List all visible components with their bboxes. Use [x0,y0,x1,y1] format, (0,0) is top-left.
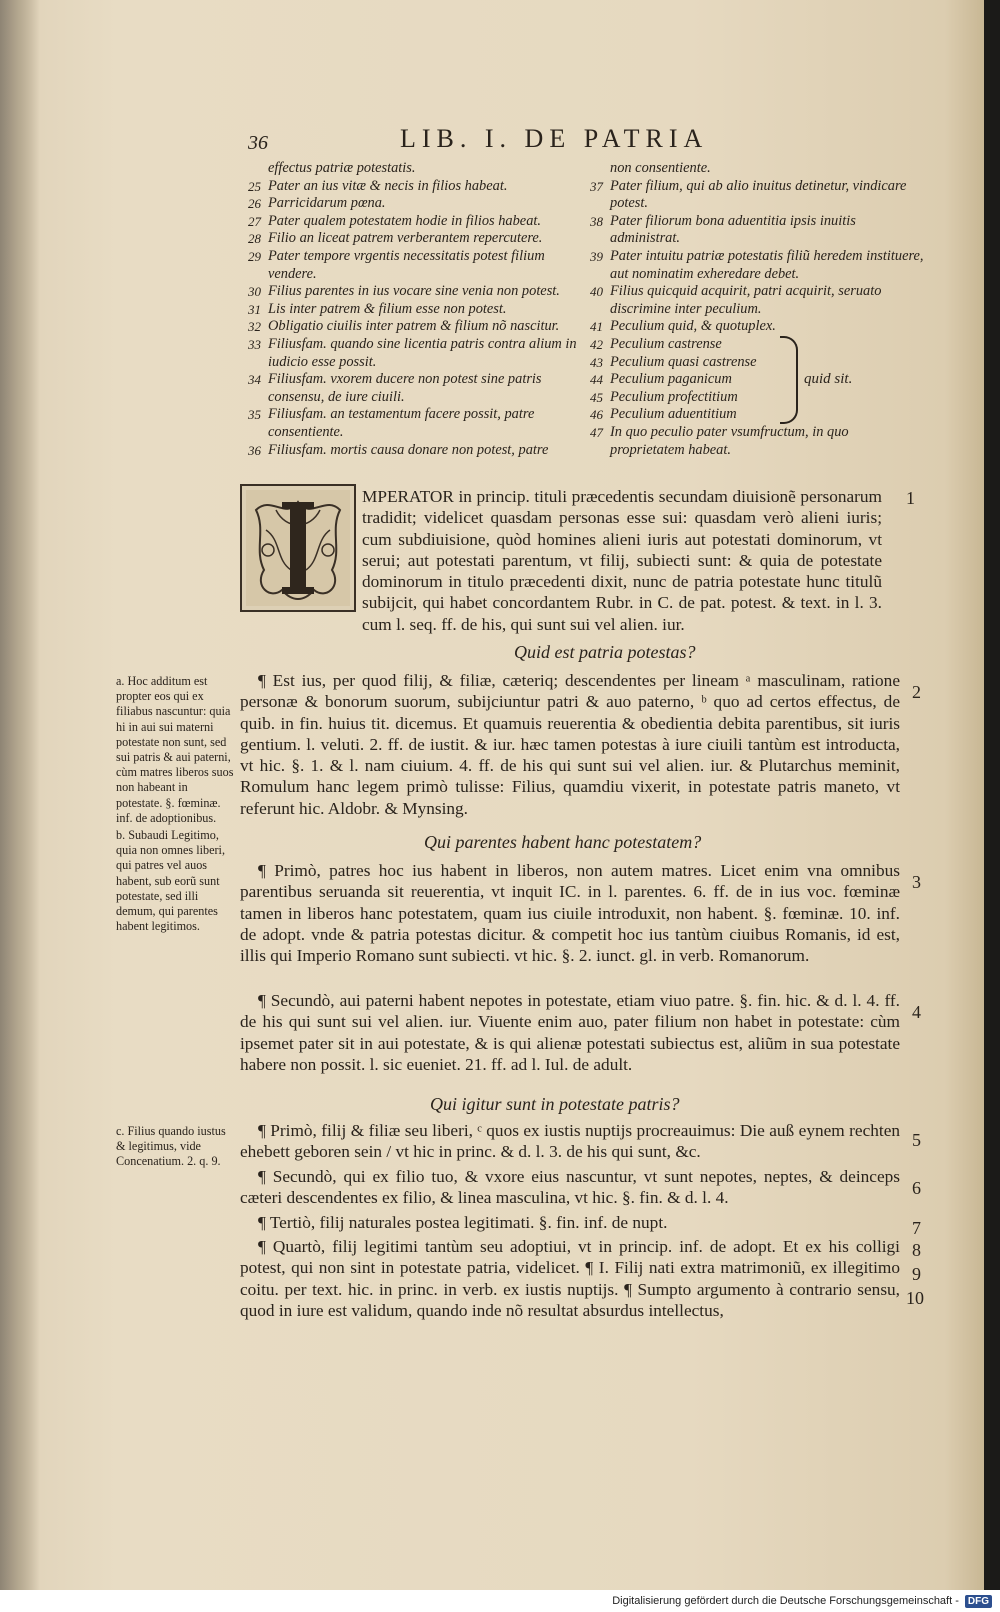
paragraph-number: 7 [912,1218,921,1238]
summary-column-left [248,160,578,459]
summary-item: 36 Filiusfam. mortis causa donare non potest, patre [248,441,549,458]
summary-item: 25 Pater an ius vitæ & necis in filios habeat. [248,177,508,194]
summary-item: 47 In quo peculio pater vsumfructum, in quo proprietatem habeat. [590,423,849,458]
summary-item: 44 Peculium paganicum [590,371,732,388]
summary-item: 33 Filiusfam. quando sine licentia patris contra alium in iudicio esse possit. [248,335,577,370]
footer-credit: Digitalisierung gefördert durch die Deutsche Forschungsgemeinschaft - [612,1595,959,1607]
paragraph: ¶ Primò, patres hoc ius habent in liberos, non autem matres. Licet enim vna omnibus parentibus seruanda sit reuerentia, vt inquit IC. in l. parentes. 6. ff. de in ius voc. fœminæ tamen in liberos hanc potestatem, quam ius ciuile introduxit, non habent. §. fœminæ. 10. inf. de adopt. vnde & patria potestas dicitur. & competit hoc ius tantùm ciuibus Romanis, id est, illis qui Imperio Romano sunt subiecti. vt hic. §. 2. iunct. gl. in verb. Romanorum. [240,861,900,966]
summary-item: 38 Pater filiorum bona aduentitia ipsis inuitis administrat. [590,212,856,247]
summary-item: 45 Peculium profectitium [590,388,738,405]
margin-note: b. Subaudi Legitimo, quia non omnes liberi, qui patres vel auos habent, sub eorũ sunt potestate, sed illi demum, qui parentes habent legitimos. [116,828,225,934]
dfg-logo: DFG [965,1595,992,1608]
paragraph: ¶ Tertiò, filij naturales postea legitimati. §. fin. inf. de nupt. [258,1213,668,1232]
paragraph-number: 2 [912,682,921,702]
summary-item: 41 Peculium quid, & quotuplex. [590,318,776,335]
paragraph-number: 3 [912,872,921,892]
paragraph-number: 1 [906,488,915,508]
summary-item: 35 Filiusfam. an testamentum facere possit, patre consentiente. [248,406,535,440]
summary-item: 34 Filiusfam. vxorem ducere non potest sine patris consensu, de iure ciuili. [248,371,542,405]
digitization-footer [0,1590,1000,1612]
peculium-brace-group [590,336,925,424]
summary-item: 43 Peculium quasi castrense [590,353,757,370]
margin-note: c. Filius quando iustus & legitimus, vide Concenatium. 2. q. 9. [116,1124,226,1169]
summary-item: 26 Parricidarum pœna. [248,195,386,212]
summary-item: 32 Obligatio ciuilis inter patrem & filium nõ nascitur. [248,318,560,335]
summary-item: 40 Filius quicquid acquirit, patri acquirit, seruato discrimine inter peculium. [590,283,882,317]
summary-item: 39 Pater intuitu patriæ potestatis filiũ heredem instituere, aut nominatim exheredare debet. [590,247,924,282]
summary-item: 37 Pater filium, qui ab alio inuitus detinetur, vindicare potest. [590,177,907,212]
paragraph: ¶ Quartò, filij legitimi tantùm seu adoptiui, vt in princip. inf. de adopt. Et ex his colligi potest, qui non sint in potestate patria, videlicet. ¶ I. Filij nati extra matrimoniũ, ex illegitimo coitu. per text. hic. in princ. in verb. ex iustis nuptijs. ¶ Sumpto argumento à contrario sensu, quod in iure est validum, quando inde nõ resultat absurdus intellectus, [240,1237,900,1320]
paragraph: ¶ Secundò, qui ex filio tuo, & vxore eius nascuntur, vt sunt nepotes, neptes, & deinceps cæteri descendentes ex filio, & linea masculina, vt hic. §. fin. & d. l. 4. [240,1167,900,1208]
summary-item: 29 Pater tempore vrgentis necessitatis potest filium vendere. [248,247,545,282]
section-heading: Qui parentes habent hanc potestatem? [424,832,702,852]
folio-number: 36 [248,132,268,154]
summary-column-right [590,160,925,459]
paragraph-number: 6 [912,1178,921,1198]
summary-item: 27 Pater qualem potestatem hodie in filios habeat. [248,212,541,229]
paragraph-number: 8 [912,1240,921,1260]
margin-note: a. Hoc additum est propter eos qui ex filiabus nascuntur: quia hi in aui sui materni potestate non sunt, sed sui patris & aui paterni, cùm matres liberos suos non habeant in potestate. §. fœminæ. inf. de adoptionibus. [116,674,234,825]
summary-item: effectus patriæ potestatis. [268,160,416,176]
paragraph-number: 10 [906,1288,924,1308]
summary-item: 42 Peculium castrense [590,335,722,352]
brace-label: quid sit. [804,371,853,388]
section-heading: Qui igitur sunt in potestate patris? [430,1094,680,1114]
ornament-initial-icon [246,490,350,606]
paragraph: ¶ Secundò, aui paterni habent nepotes in potestate, etiam viuo patre. §. fin. hic. & d. l. 4. ff. de his qui sunt sui vel alien. iur. Viuente enim auo, pater filium non habet in potestate: cùm ipsemet pater sit in aui potestate, & is qui alienæ potestati subiectus est, aliũm in sua potestate habere non possit. l. sic eueniet. 21. ff. ad l. Iul. de adult. [240,991,900,1074]
summary-item: 46 Peculium aduentitium [590,406,737,423]
curly-brace [780,336,798,424]
running-head: LIB. I. DE PATRIA [400,124,709,153]
intro-paragraph: MPERATOR in princip. tituli præcedentis secundam diuisionẽ personarum tradidit; videlicet quasdam personas esse sui: quasdam verò alieni iuris; cum subdiuisione, quòd homines alieni iuris aut potestati dominorum, vt serui; aut potestati parentum, vt filij, subiecti sunt: & quia de potestate dominorum in titulo præcedenti dixit, nunc de patria potestate hunc titulũ subijcit, qui habet concordantem Rubr. in C. de pat. potest. & text. in l. 3. cum l. seq. ff. de his, qui sunt sui vel alien. iur. [362,487,882,634]
paragraph-number: 4 [912,1002,921,1022]
summary-item: non consentiente. [610,160,711,176]
summary-item: 30 Filius parentes in ius vocare sine venia non potest. [248,283,560,300]
paragraph-number: 9 [912,1264,921,1284]
section-heading: Quid est patria potestas? [514,642,696,662]
paragraph-number: 5 [912,1130,921,1150]
paragraph: ¶ Primò, filij & filiæ seu liberi, ᶜ quos ex iustis nuptijs procreauimus: Die auß eynem rechten ehebett geboren sein / vt hic in princ. & d. l. 3. de his qui sunt, &c. [240,1121,900,1162]
summary-item: 28 Filio an liceat patrem verberantem repercutere. [248,230,543,247]
summary-item: 31 Lis inter patrem & filium esse non potest. [248,300,507,317]
paragraph: ¶ Est ius, per quod filij, & filiæ, cæteriq; descendentes per lineam ᵃ masculinam, ratione personæ & bonorum suorum, subijciuntur patri & auo paterno, ᵇ quo ad certos effectus, de quib. in fin. huius tit. dicemus. Et quamuis reuerentia & obedientia debita parentibus, sit iuris gentium. l. veluti. 2. ff. de iustit. & iur. hæc tamen potestas à iure ciuili tantùm est introducta, vt hic. §. 1. & l. nam ciuium. 4. ff. de his qui sunt sui vel alien. iur. & Plutarchus meminit, Romulum hanc legem primò tulisse: Filius, quamdiu vixerit, in potestate patris maneto, vt referunt hic. Aldobr. & Mynsing. [240,671,900,818]
decorated-initial-i [240,484,356,612]
